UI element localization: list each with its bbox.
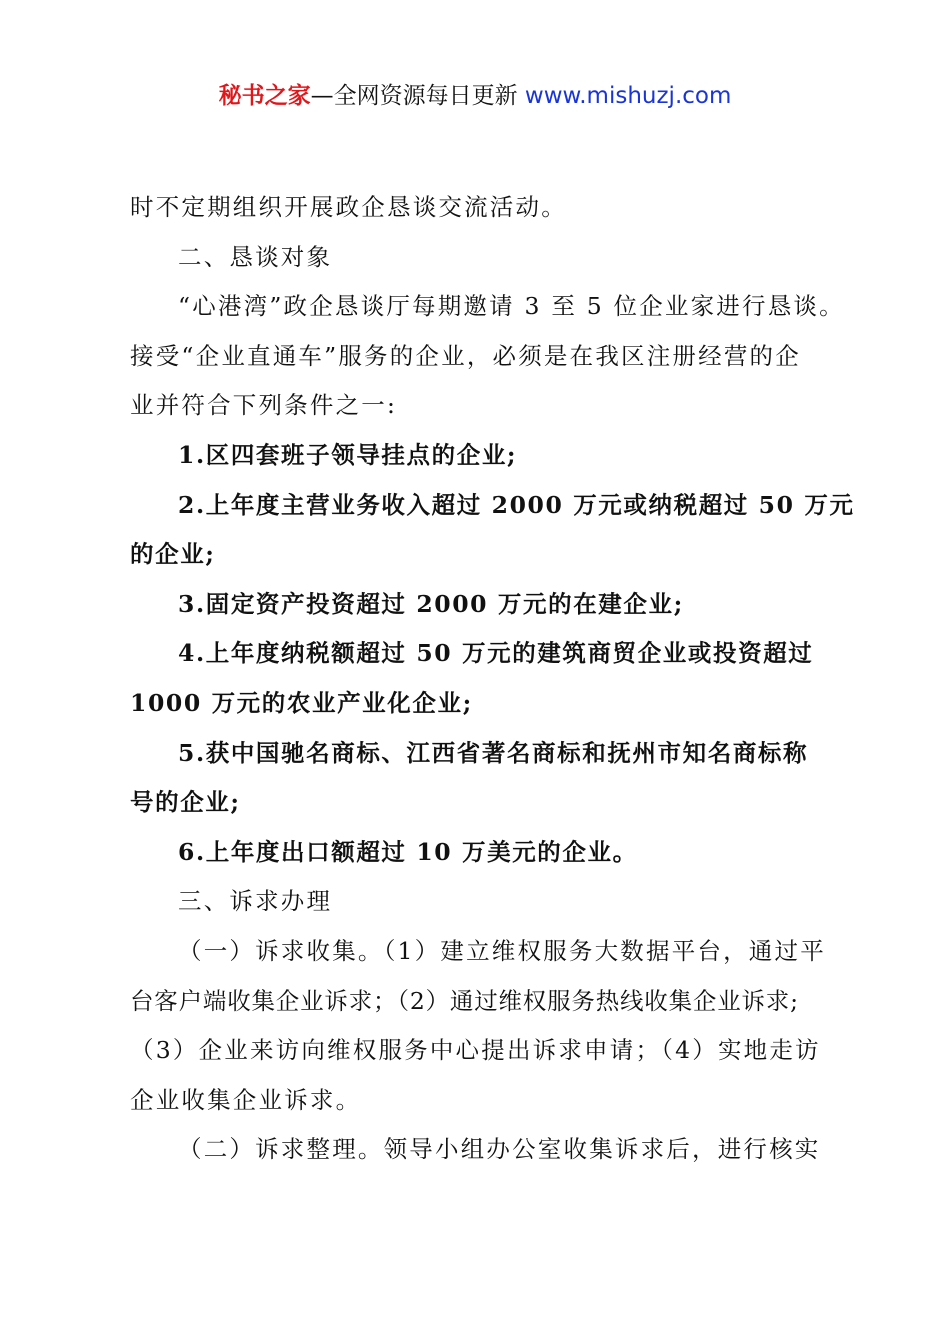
- site-brand: 秘书之家: [218, 83, 311, 109]
- section-heading: 二、恳谈对象: [178, 242, 333, 271]
- list-item: 2.上年度主营业务收入超过 2000 万元或纳税超过 50 万元: [178, 490, 855, 519]
- list-item-continuation: 的企业;: [130, 540, 216, 569]
- list-item-continuation: 1000 万元的农业产业化企业;: [130, 688, 473, 717]
- list-item: 3.固定资产投资超过 2000 万元的在建企业;: [178, 589, 684, 618]
- section-heading: 三、诉求办理: [178, 887, 333, 916]
- list-item: 1.区四套班子领导挂点的企业;: [178, 440, 518, 469]
- list-item: 6.上年度出口额超过 10 万美元的企业。: [178, 837, 638, 866]
- paragraph-line: “心港湾”政企恳谈厅每期邀请 3 至 5 位企业家进行恳谈。: [178, 292, 845, 321]
- paragraph-line: 台客户端收集企业诉求；（2）通过维权服务热线收集企业诉求;: [130, 986, 799, 1015]
- paragraph-line: 接受“企业直通车”服务的企业，必须是在我区注册经营的企: [130, 341, 801, 370]
- list-item: 4.上年度纳税额超过 50 万元的建筑商贸企业或投资超过: [178, 639, 814, 668]
- paragraph-line: （3）企业来访向维权服务中心提出诉求申请；（4）实地走访: [130, 1036, 821, 1065]
- paragraph-line: （二）诉求整理。领导小组办公室收集诉求后，进行核实: [178, 1135, 821, 1164]
- paragraph-line: （一）诉求收集。（1）建立维权服务大数据平台，通过平: [178, 936, 826, 965]
- paragraph-line: 企业收集企业诉求。: [130, 1085, 362, 1114]
- site-header: [0, 80, 950, 112]
- paragraph-line: 时不定期组织开展政企恳谈交流活动。: [130, 193, 567, 221]
- list-item-continuation: 号的企业;: [130, 788, 241, 817]
- site-tagline: —全网资源每日更新: [310, 83, 518, 109]
- paragraph-line: 业并符合下列条件之一:: [130, 391, 398, 420]
- site-url-link[interactable]: www.mishuzj.com: [524, 83, 732, 109]
- list-item: 5.获中国驰名商标、江西省著名商标和抚州市知名商标称: [178, 738, 809, 767]
- document-body: [130, 183, 855, 1175]
